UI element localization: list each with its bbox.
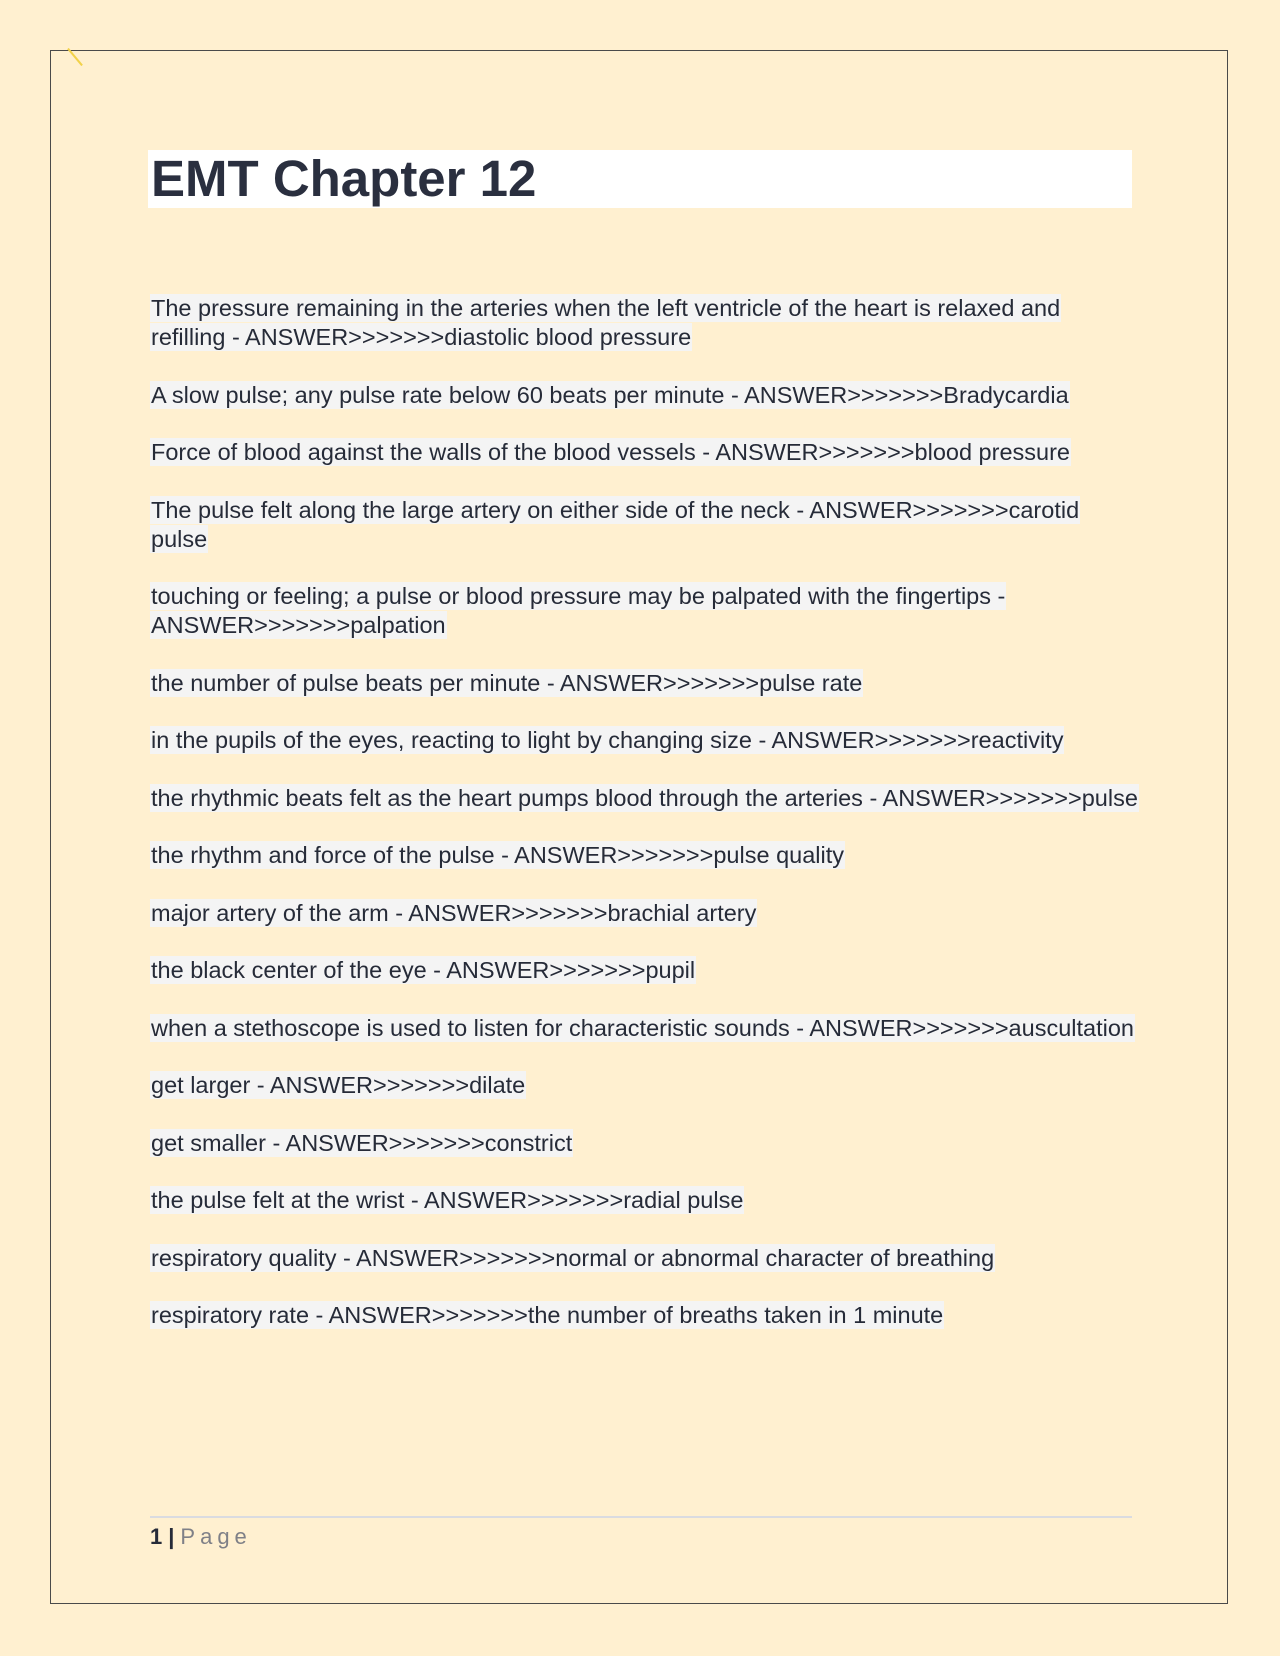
page-number: 1 bbox=[150, 1524, 163, 1549]
qa-item: get smaller - ANSWER>>>>>>>constrict bbox=[151, 1129, 573, 1156]
qa-item: The pressure remaining in the arteries when the left ventricle of the heart is relaxed and refilling - ANSWER>>>>>>>diastolic blood pressure bbox=[151, 295, 1061, 350]
qa-item: the rhythm and force of the pulse - ANSWER>>>>>>>pulse quality bbox=[151, 842, 844, 868]
qa-item: in the pupils of the eyes, reacting to light by changing size - ANSWER>>>>>>>reactivity bbox=[151, 727, 1064, 753]
page-title: EMT Chapter 12 bbox=[151, 150, 537, 207]
qa-item: respiratory rate - ANSWER>>>>>>>the number of breaths taken in 1 minute bbox=[151, 1302, 944, 1328]
qa-item: the rhythmic beats felt as the heart pumps blood through the arteries - ANSWER>>>>>>>pulse bbox=[151, 784, 1138, 811]
qa-item: the pulse felt at the wrist - ANSWER>>>>>>>radial pulse bbox=[151, 1187, 744, 1213]
page-label: Page bbox=[180, 1524, 252, 1549]
footer-separator: | bbox=[168, 1524, 175, 1549]
qa-item: respiratory quality - ANSWER>>>>>>>normal or abnormal character of breathing bbox=[151, 1244, 995, 1271]
qa-item: the number of pulse beats per minute - ANSWER>>>>>>>pulse rate bbox=[151, 669, 863, 696]
footer-divider bbox=[150, 1516, 1132, 1518]
qa-item: touching or feeling; a pulse or blood pressure may be palpated with the fingertips - ANSWER>>>>>>>palpation bbox=[151, 583, 1006, 638]
page-footer bbox=[150, 1522, 252, 1552]
qa-item: major artery of the arm - ANSWER>>>>>>>brachial artery bbox=[151, 899, 757, 926]
qa-list bbox=[150, 294, 1140, 1359]
qa-item: the black center of the eye - ANSWER>>>>>>>pupil bbox=[151, 957, 696, 983]
qa-item: when a stethoscope is used to listen for characteristic sounds - ANSWER>>>>>>>auscultation bbox=[151, 1014, 1134, 1041]
qa-item: A slow pulse; any pulse rate below 60 beats per minute - ANSWER>>>>>>>Bradycardia bbox=[151, 381, 1069, 408]
qa-item: Force of blood against the walls of the blood vessels - ANSWER>>>>>>>blood pressure bbox=[151, 439, 1070, 465]
qa-item: get larger - ANSWER>>>>>>>dilate bbox=[151, 1072, 526, 1098]
qa-item: The pulse felt along the large artery on either side of the neck - ANSWER>>>>>>>carotid pulse bbox=[151, 496, 1080, 552]
